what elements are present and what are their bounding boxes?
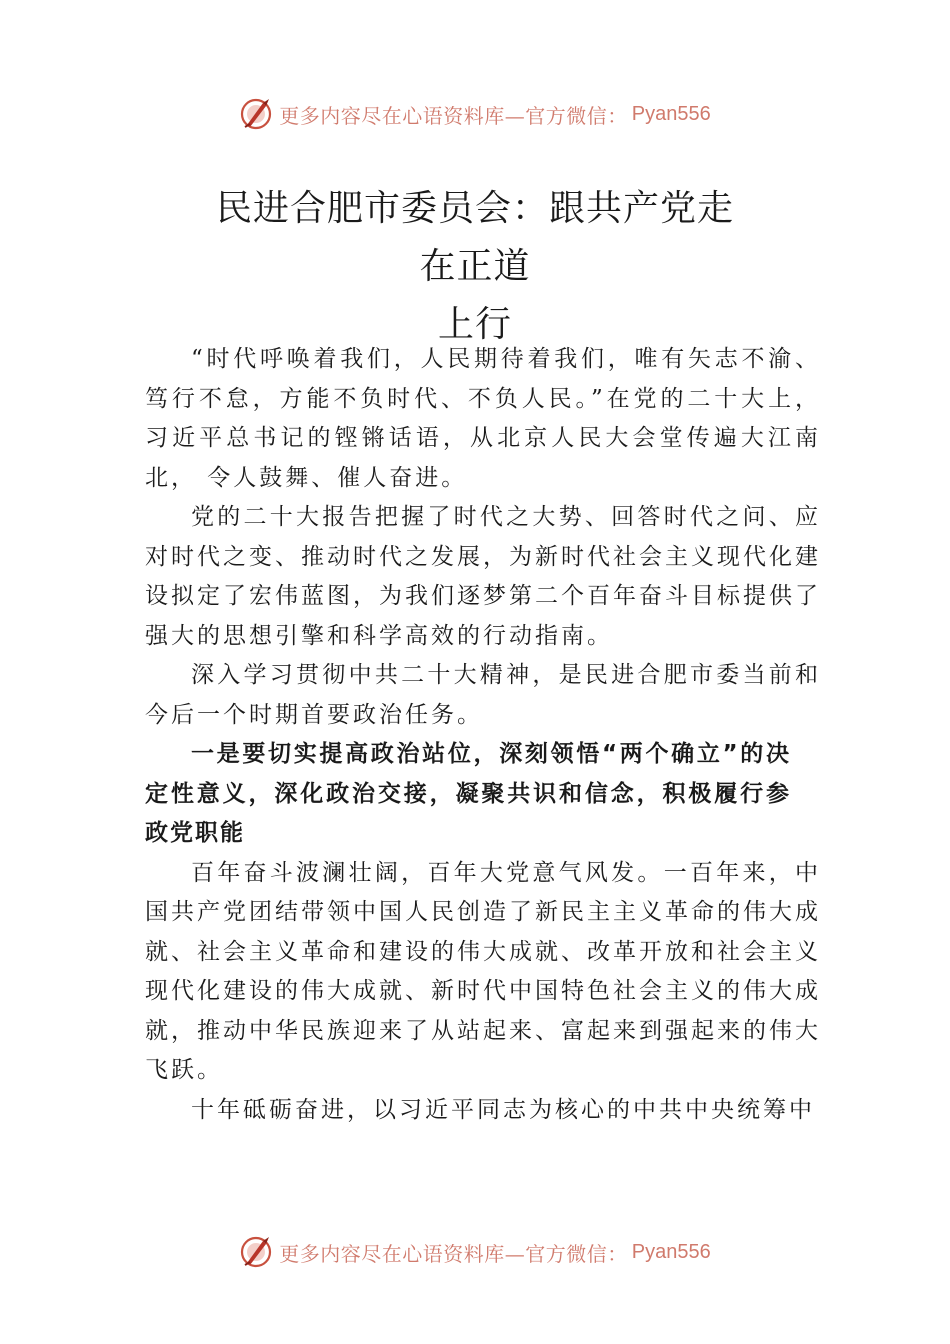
title-line-2: 上行 [437,304,512,345]
paragraph: 十年砥砺奋进，以习近平同志为核心的中共中央统筹中 [191,1096,815,1123]
paragraph: 党的二十大报告把握了时代之大势、回答时代之问、应对时代之变、推动时代之发展，为新时代社会主义现代化建设拟定了宏伟蓝图，为我们逐梦第二个百年奋斗目标提供了强大的思想引擎和科学高效的行动指南。 [145,504,821,649]
document-body [145,340,821,1130]
footer-banner [0,1232,950,1272]
banner-text: 更多内容尽在心语资料库—官方微信： [279,103,628,128]
document-title [145,180,805,354]
paragraph: 百年奋斗波澜壮阔，百年大党意气风发。一百年来，中国共产党团结带领中国人民创造了新民主主义革命的伟大成就、社会主义革命和建设的伟大成就、改革开放和社会主义现代化建设的伟大成就、新时代中国特色社会主义的伟大成就，推动中华民族迎来了从站起来、富起来到强起来的伟大飞跃。 [145,859,821,1083]
header-banner [0,94,950,134]
title-part-1: 民进合肥市委员会：跟共产党走 [215,188,734,229]
quill-pen-logo-icon [239,97,273,131]
section-heading: 一是要切实提高政治站位，深刻领悟“两个确立”的决定性意义，深化政治交接，凝聚共识和信念，积极履行参政党职能 [145,741,791,846]
banner-wechat-id: Pyan556 [631,102,711,125]
title-line-1 [145,180,805,296]
paragraph: “时代呼唤着我们，人民期待着我们，唯有矢志不渝、笃行不怠，方能不负时代、不负人民。”在党的二十大上，习近平总书记的铿锵话语，从北京人民大会堂传遍大江南北， 令人鼓舞、催人奋进。 [145,346,821,491]
banner-wechat-id: Pyan556 [631,1240,711,1263]
title-part-2: 在正道 [419,246,531,287]
quill-pen-logo-icon [239,1235,273,1269]
paragraph: 深入学习贯彻中共二十大精神，是民进合肥市委当前和今后一个时期首要政治任务。 [145,662,821,728]
banner-text: 更多内容尽在心语资料库—官方微信： [279,1241,628,1266]
